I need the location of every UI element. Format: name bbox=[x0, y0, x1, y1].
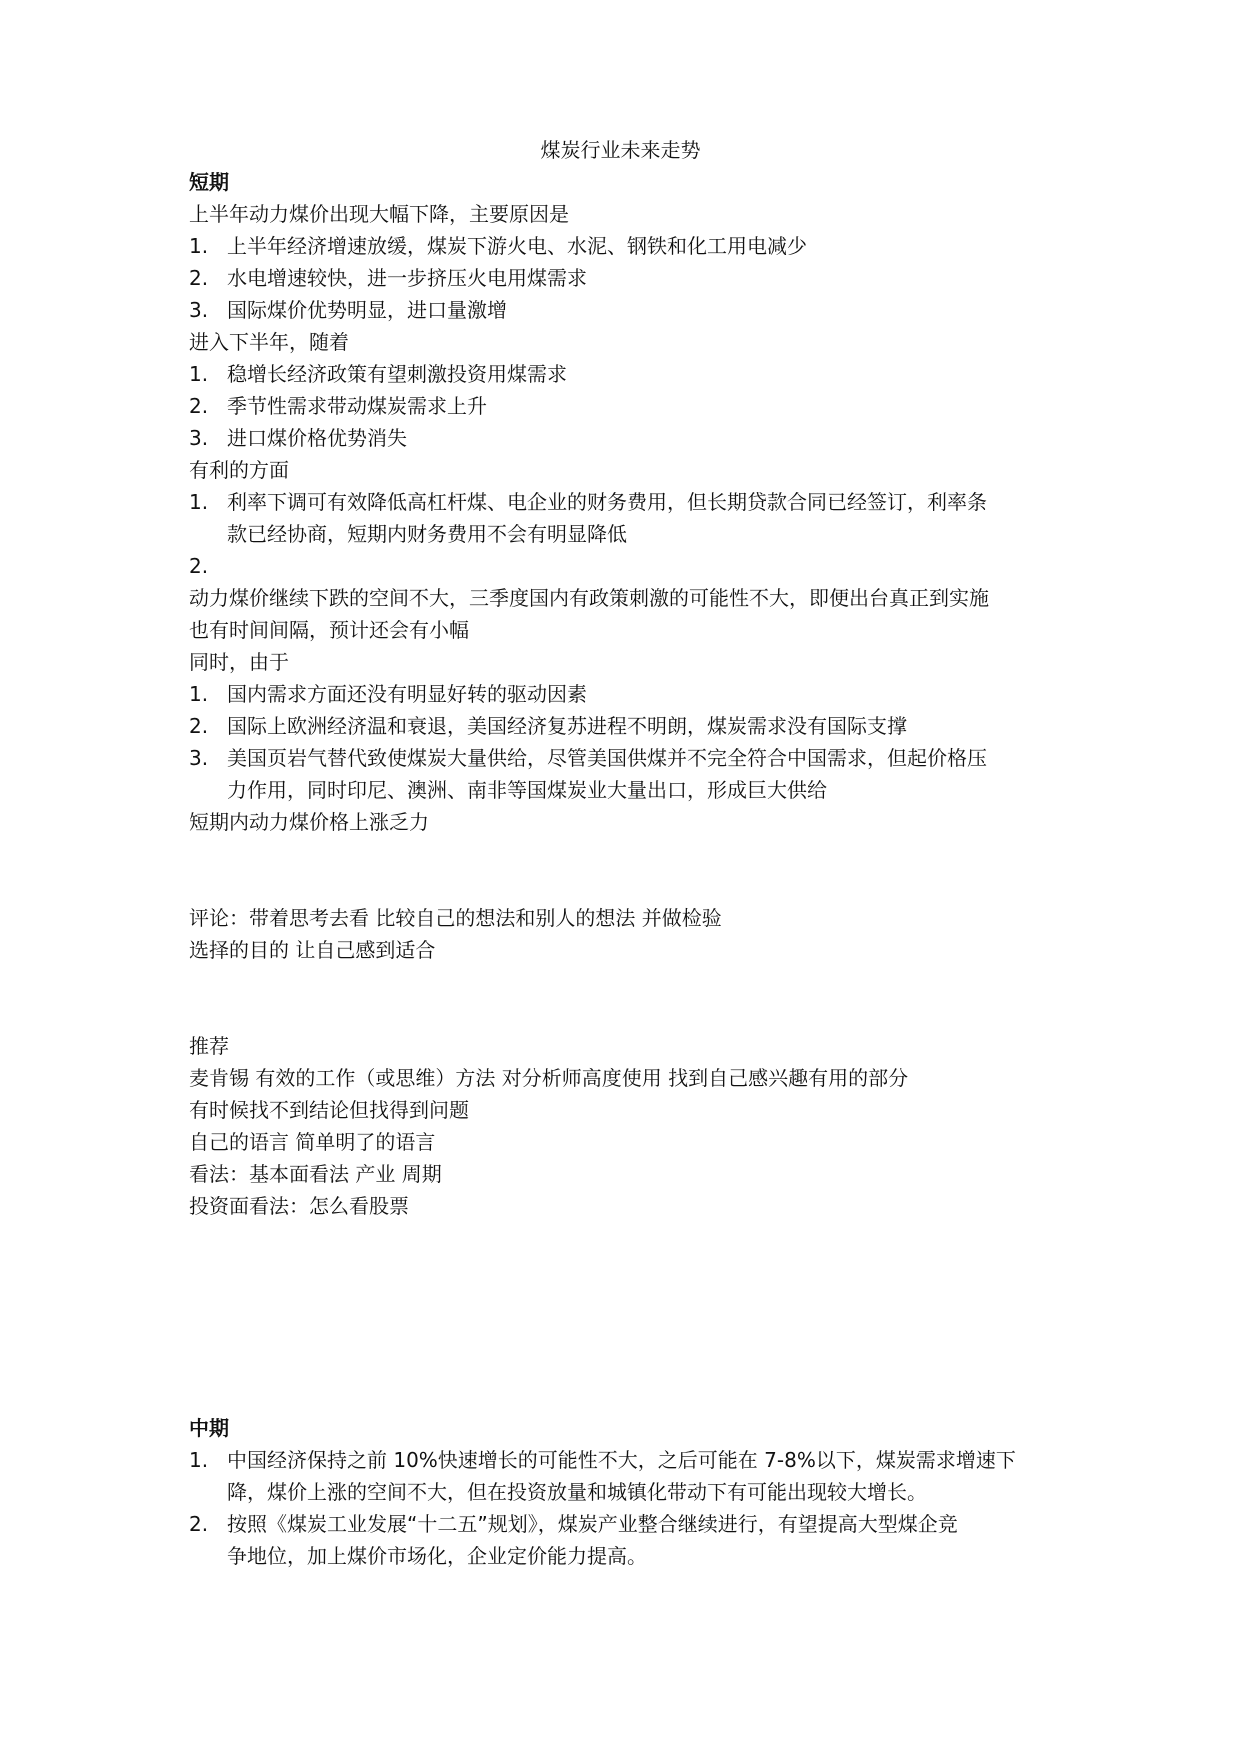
list-number: 2. bbox=[189, 266, 209, 290]
recommend-heading: 推荐 bbox=[189, 1034, 229, 1058]
list-text-continued: 争地位，加上煤价市场化，企业定价能力提高。 bbox=[227, 1544, 647, 1568]
list-number: 3. bbox=[189, 298, 209, 322]
comment-line: 评论：带着思考去看 比较自己的想法和别人的想法 并做检验 bbox=[189, 906, 722, 930]
list-number: 2. bbox=[189, 714, 209, 738]
short-term-intro-4: 同时，由于 bbox=[189, 650, 289, 674]
comment-line: 选择的目的 让自己感到适合 bbox=[189, 938, 436, 962]
list-text-continued: 款已经协商，短期内财务费用不会有明显降低 bbox=[227, 522, 627, 546]
list-text: 美国页岩气替代致使煤炭大量供给，尽管美国供煤并不完全符合中国需求，但起价格压 bbox=[227, 746, 987, 770]
list-number: 1. bbox=[189, 490, 209, 514]
short-term-conclusion: 短期内动力煤价格上涨乏力 bbox=[189, 810, 429, 834]
list-number: 1. bbox=[189, 682, 209, 706]
list-text: 国内需求方面还没有明显好转的驱动因素 bbox=[227, 682, 587, 706]
list-text: 上半年经济增速放缓，煤炭下游火电、水泥、钢铁和化工用电减少 bbox=[227, 234, 807, 258]
list-number: 1. bbox=[189, 234, 209, 258]
list-number: 2. bbox=[189, 554, 209, 578]
document-title: 煤炭行业未来走势 bbox=[540, 138, 701, 162]
recommend-line: 投资面看法：怎么看股票 bbox=[189, 1194, 409, 1218]
short-term-intro-2: 进入下半年，随着 bbox=[189, 330, 349, 354]
list-text-continued: 降，煤价上涨的空间不大，但在投资放量和城镇化带动下有可能出现较大增长。 bbox=[227, 1480, 927, 1504]
short-term-heading: 短期 bbox=[189, 170, 229, 194]
list-text: 国际上欧洲经济温和衰退，美国经济复苏进程不明朗，煤炭需求没有国际支撑 bbox=[227, 714, 907, 738]
recommend-line: 看法：基本面看法 产业 周期 bbox=[189, 1162, 442, 1186]
list-number: 1. bbox=[189, 1448, 209, 1472]
paragraph-line: 动力煤价继续下跌的空间不大，三季度国内有政策刺激的可能性不大，即便出台真正到实施 bbox=[189, 586, 989, 610]
list-text: 中国经济保持之前 10%快速增长的可能性不大，之后可能在 7-8%以下，煤炭需求增速下 bbox=[227, 1448, 1016, 1472]
mid-term-heading: 中期 bbox=[189, 1416, 229, 1440]
list-number: 3. bbox=[189, 746, 209, 770]
list-number: 2. bbox=[189, 1512, 209, 1536]
recommend-line: 有时候找不到结论但找得到问题 bbox=[189, 1098, 469, 1122]
list-text: 利率下调可有效降低高杠杆煤、电企业的财务费用，但长期贷款合同已经签订，利率条 bbox=[227, 490, 987, 514]
list-text-continued: 力作用，同时印尼、澳洲、南非等国煤炭业大量出口，形成巨大供给 bbox=[227, 778, 827, 802]
short-term-intro-1: 上半年动力煤价出现大幅下降，主要原因是 bbox=[189, 202, 569, 226]
list-number: 3. bbox=[189, 426, 209, 450]
list-number: 2. bbox=[189, 394, 209, 418]
recommend-line: 麦肯锡 有效的工作（或思维）方法 对分析师高度使用 找到自己感兴趣有用的部分 bbox=[189, 1066, 909, 1090]
list-number: 1. bbox=[189, 362, 209, 386]
list-text: 国际煤价优势明显，进口量激增 bbox=[227, 298, 507, 322]
list-text: 水电增速较快，进一步挤压火电用煤需求 bbox=[227, 266, 587, 290]
list-text: 按照《煤炭工业发展“十二五”规划》，煤炭产业整合继续进行，有望提高大型煤企竞 bbox=[227, 1512, 958, 1536]
list-text: 进口煤价格优势消失 bbox=[227, 426, 407, 450]
recommend-line: 自己的语言 简单明了的语言 bbox=[189, 1130, 436, 1154]
list-text: 季节性需求带动煤炭需求上升 bbox=[227, 394, 487, 418]
list-text: 稳增长经济政策有望刺激投资用煤需求 bbox=[227, 362, 567, 386]
short-term-intro-3: 有利的方面 bbox=[189, 458, 289, 482]
paragraph-line: 也有时间间隔，预计还会有小幅 bbox=[189, 618, 469, 642]
